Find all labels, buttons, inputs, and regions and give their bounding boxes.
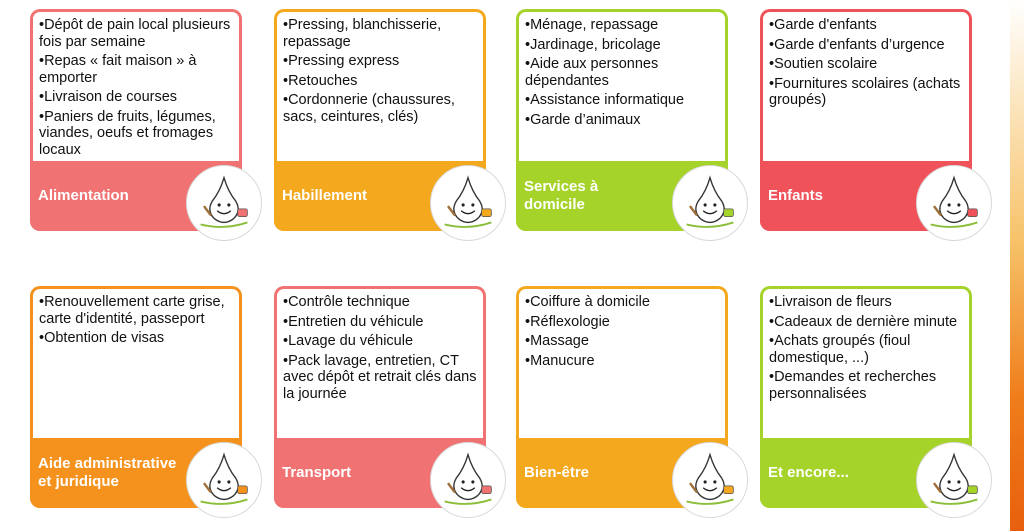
service-item: •Jardinage, bricolage: [525, 36, 661, 53]
service-card-alimentation[interactable]: [30, 9, 242, 231]
service-item: •Garde d’animaux: [525, 111, 641, 128]
service-list: [33, 289, 239, 438]
service-list: [519, 12, 725, 161]
category-title: Bien-être: [524, 464, 590, 481]
mascot-car-icon: [430, 442, 506, 518]
service-item: •Cadeaux de dernière minute: [769, 313, 958, 330]
service-list: [277, 289, 483, 438]
category-band: [760, 438, 972, 508]
service-item: •Manucure: [525, 352, 595, 369]
category-title: Habillement: [282, 187, 368, 204]
category-band: [516, 161, 728, 231]
mascot-baker-icon: [186, 165, 262, 241]
service-item: •Obtention de visas: [39, 330, 165, 346]
service-item: •Paniers de fruits, légumes, viandes, oeufs et fromages locaux: [39, 108, 216, 158]
service-item: •Garde d'enfants d’urgence: [769, 36, 945, 53]
service-card-aide-administrative[interactable]: [30, 286, 242, 508]
mascot-documents-icon: [186, 442, 262, 518]
service-list: [33, 12, 239, 161]
service-item: •Demandes et recherches personnalisées: [769, 369, 937, 402]
mascot-clock-icon: [916, 442, 992, 518]
service-item: •Assistance informatique: [525, 92, 685, 108]
service-item: •Lavage du véhicule: [283, 333, 414, 349]
service-item: •Soutien scolaire: [769, 56, 878, 72]
service-item: •Repas « fait maison » à emporter: [39, 53, 197, 86]
service-card-habillement[interactable]: [274, 9, 486, 231]
category-title: Aide administrative et juridique: [38, 455, 177, 490]
service-item: •Garde d'enfants: [769, 17, 877, 33]
decorative-edge-gradient: [1010, 0, 1024, 531]
service-item: •Coiffure à domicile: [525, 294, 650, 310]
service-item: •Renouvellement carte grise, carte d'identité, passeport: [39, 294, 225, 327]
service-card-transport[interactable]: [274, 286, 486, 508]
category-band: [274, 438, 486, 508]
service-item: •Entretien du véhicule: [283, 313, 424, 330]
category-title: Transport: [282, 464, 352, 481]
service-item: •Livraison de courses: [39, 89, 178, 105]
category-band: [30, 161, 242, 231]
service-item: •Contrôle technique: [283, 294, 410, 310]
service-item: •Aide aux personnes dépendantes: [525, 56, 659, 89]
service-item: •Achats groupés (fioul domestique, ...): [769, 333, 911, 366]
category-title: Et encore...: [768, 464, 849, 481]
service-card-enfants[interactable]: [760, 9, 972, 231]
mascot-ironing-icon: [430, 165, 506, 241]
category-title: Enfants: [768, 187, 824, 204]
service-list: [519, 289, 725, 438]
category-band: [30, 438, 242, 508]
service-item: •Cordonnerie (chaussures, sacs, ceintures, clés): [283, 92, 455, 125]
service-item: •Retouches: [283, 72, 358, 89]
service-list: [763, 289, 969, 438]
service-item: •Ménage, repassage: [525, 17, 659, 33]
service-item: •Massage: [525, 333, 589, 349]
service-item: •Réflexologie: [525, 313, 610, 330]
service-card-et-encore[interactable]: [760, 286, 972, 508]
service-item: •Fournitures scolaires (achats groupés): [769, 75, 961, 108]
category-title: Alimentation: [38, 187, 129, 204]
service-item: •Dépôt de pain local plusieurs fois par semaine: [39, 17, 231, 50]
category-band: [760, 161, 972, 231]
mascot-children-icon: [916, 165, 992, 241]
category-band: [516, 438, 728, 508]
service-card-bien-etre[interactable]: [516, 286, 728, 508]
category-title: Services à domicile: [524, 178, 599, 213]
service-card-services-a-domicile[interactable]: [516, 9, 728, 231]
mascot-relaxing-icon: [672, 442, 748, 518]
service-list: [277, 12, 483, 161]
category-band: [274, 161, 486, 231]
service-item: •Livraison de fleurs: [769, 294, 892, 310]
service-list: [763, 12, 969, 161]
mascot-gardening-icon: [672, 165, 748, 241]
service-item: •Pressing express: [283, 53, 400, 69]
service-item: •Pack lavage, entretien, CT avec dépôt et retrait clés dans la journée: [283, 352, 477, 402]
service-item: •Pressing, blanchisserie, repassage: [283, 17, 442, 50]
